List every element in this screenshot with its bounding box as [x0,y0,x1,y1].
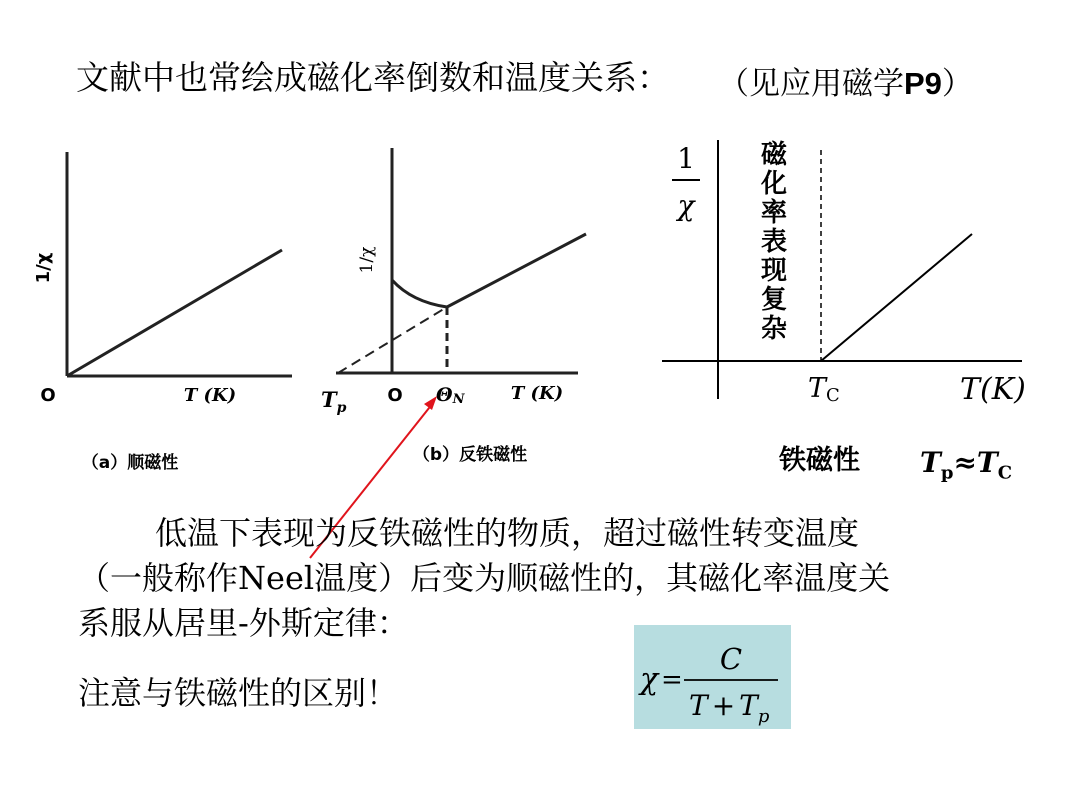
figure-b-x-label: T (K) [510,383,564,404]
figure-a-caption: （a）顺磁性 [81,453,179,473]
note-char: 化 [760,169,787,199]
figure-b-tp-label: $T_p$ [321,387,347,416]
formula-numerator: C [719,642,743,676]
formula-equals: = [661,665,683,695]
curie-weiss-formula [634,625,791,729]
reference-page: P9 [904,66,942,101]
figure-c-y-denominator: χ [677,189,695,222]
difference-note: 注意与铁磁性的区别！ [78,674,399,712]
page-title: 文献中也常绘成磁化率倒数和温度关系： [76,58,670,97]
figure-a-origin: O [40,385,56,406]
figure-c-x-label: T(K) [960,372,1026,407]
note-char: 杂 [760,314,787,344]
paragraph-line-1: 低温下表现为反铁磁性的物质，超过磁性转变温度 [155,514,860,552]
figure-c-y-numerator: 1 [677,142,695,175]
note-char: 磁 [760,140,787,170]
note-char: 现 [760,256,787,286]
tp-tc-relation: $T_p\approx T_C$ [920,446,1013,484]
figure-b-low-temp-curve [392,280,447,307]
note-char: 率 [760,198,787,228]
formula-svg [634,625,791,729]
figure-a-x-label: T (K) [183,385,237,406]
figure-c-caption: 铁磁性 [779,445,860,476]
reference-suffix: ） [941,66,973,102]
figure-b-caption: （b）反铁磁性 [412,445,528,465]
formula-denominator: $T + T_p$ [689,689,770,727]
figure-c-tc-label: TC [808,373,840,406]
paragraph-line-2: （一般称作Neel温度）后变为顺磁性的，其磁化率温度关 [78,559,891,597]
figure-a-y-label: 1/χ [33,252,54,284]
figure-a-curve [67,250,282,376]
figure-c-ferromagnetic [662,140,1026,407]
note-char: 复 [760,285,787,315]
figure-b-theta-label: ΘN [436,384,465,407]
paragraph-line-3: 系服从居里-外斯定律： [78,604,409,642]
formula-chi: χ [640,662,659,697]
reference-prefix: （见应用磁学 [718,66,904,102]
figure-a-paramagnetic [33,152,292,473]
figure-b-origin: O [387,385,403,406]
note-char: 表 [760,227,787,257]
figure-b-y-label: 1/χ [357,246,377,274]
figure-b-antiferromagnetic [321,148,586,465]
figure-c-curve [821,234,972,361]
complex-susceptibility-note [757,141,791,344]
figure-b-high-temp-line [447,234,586,307]
